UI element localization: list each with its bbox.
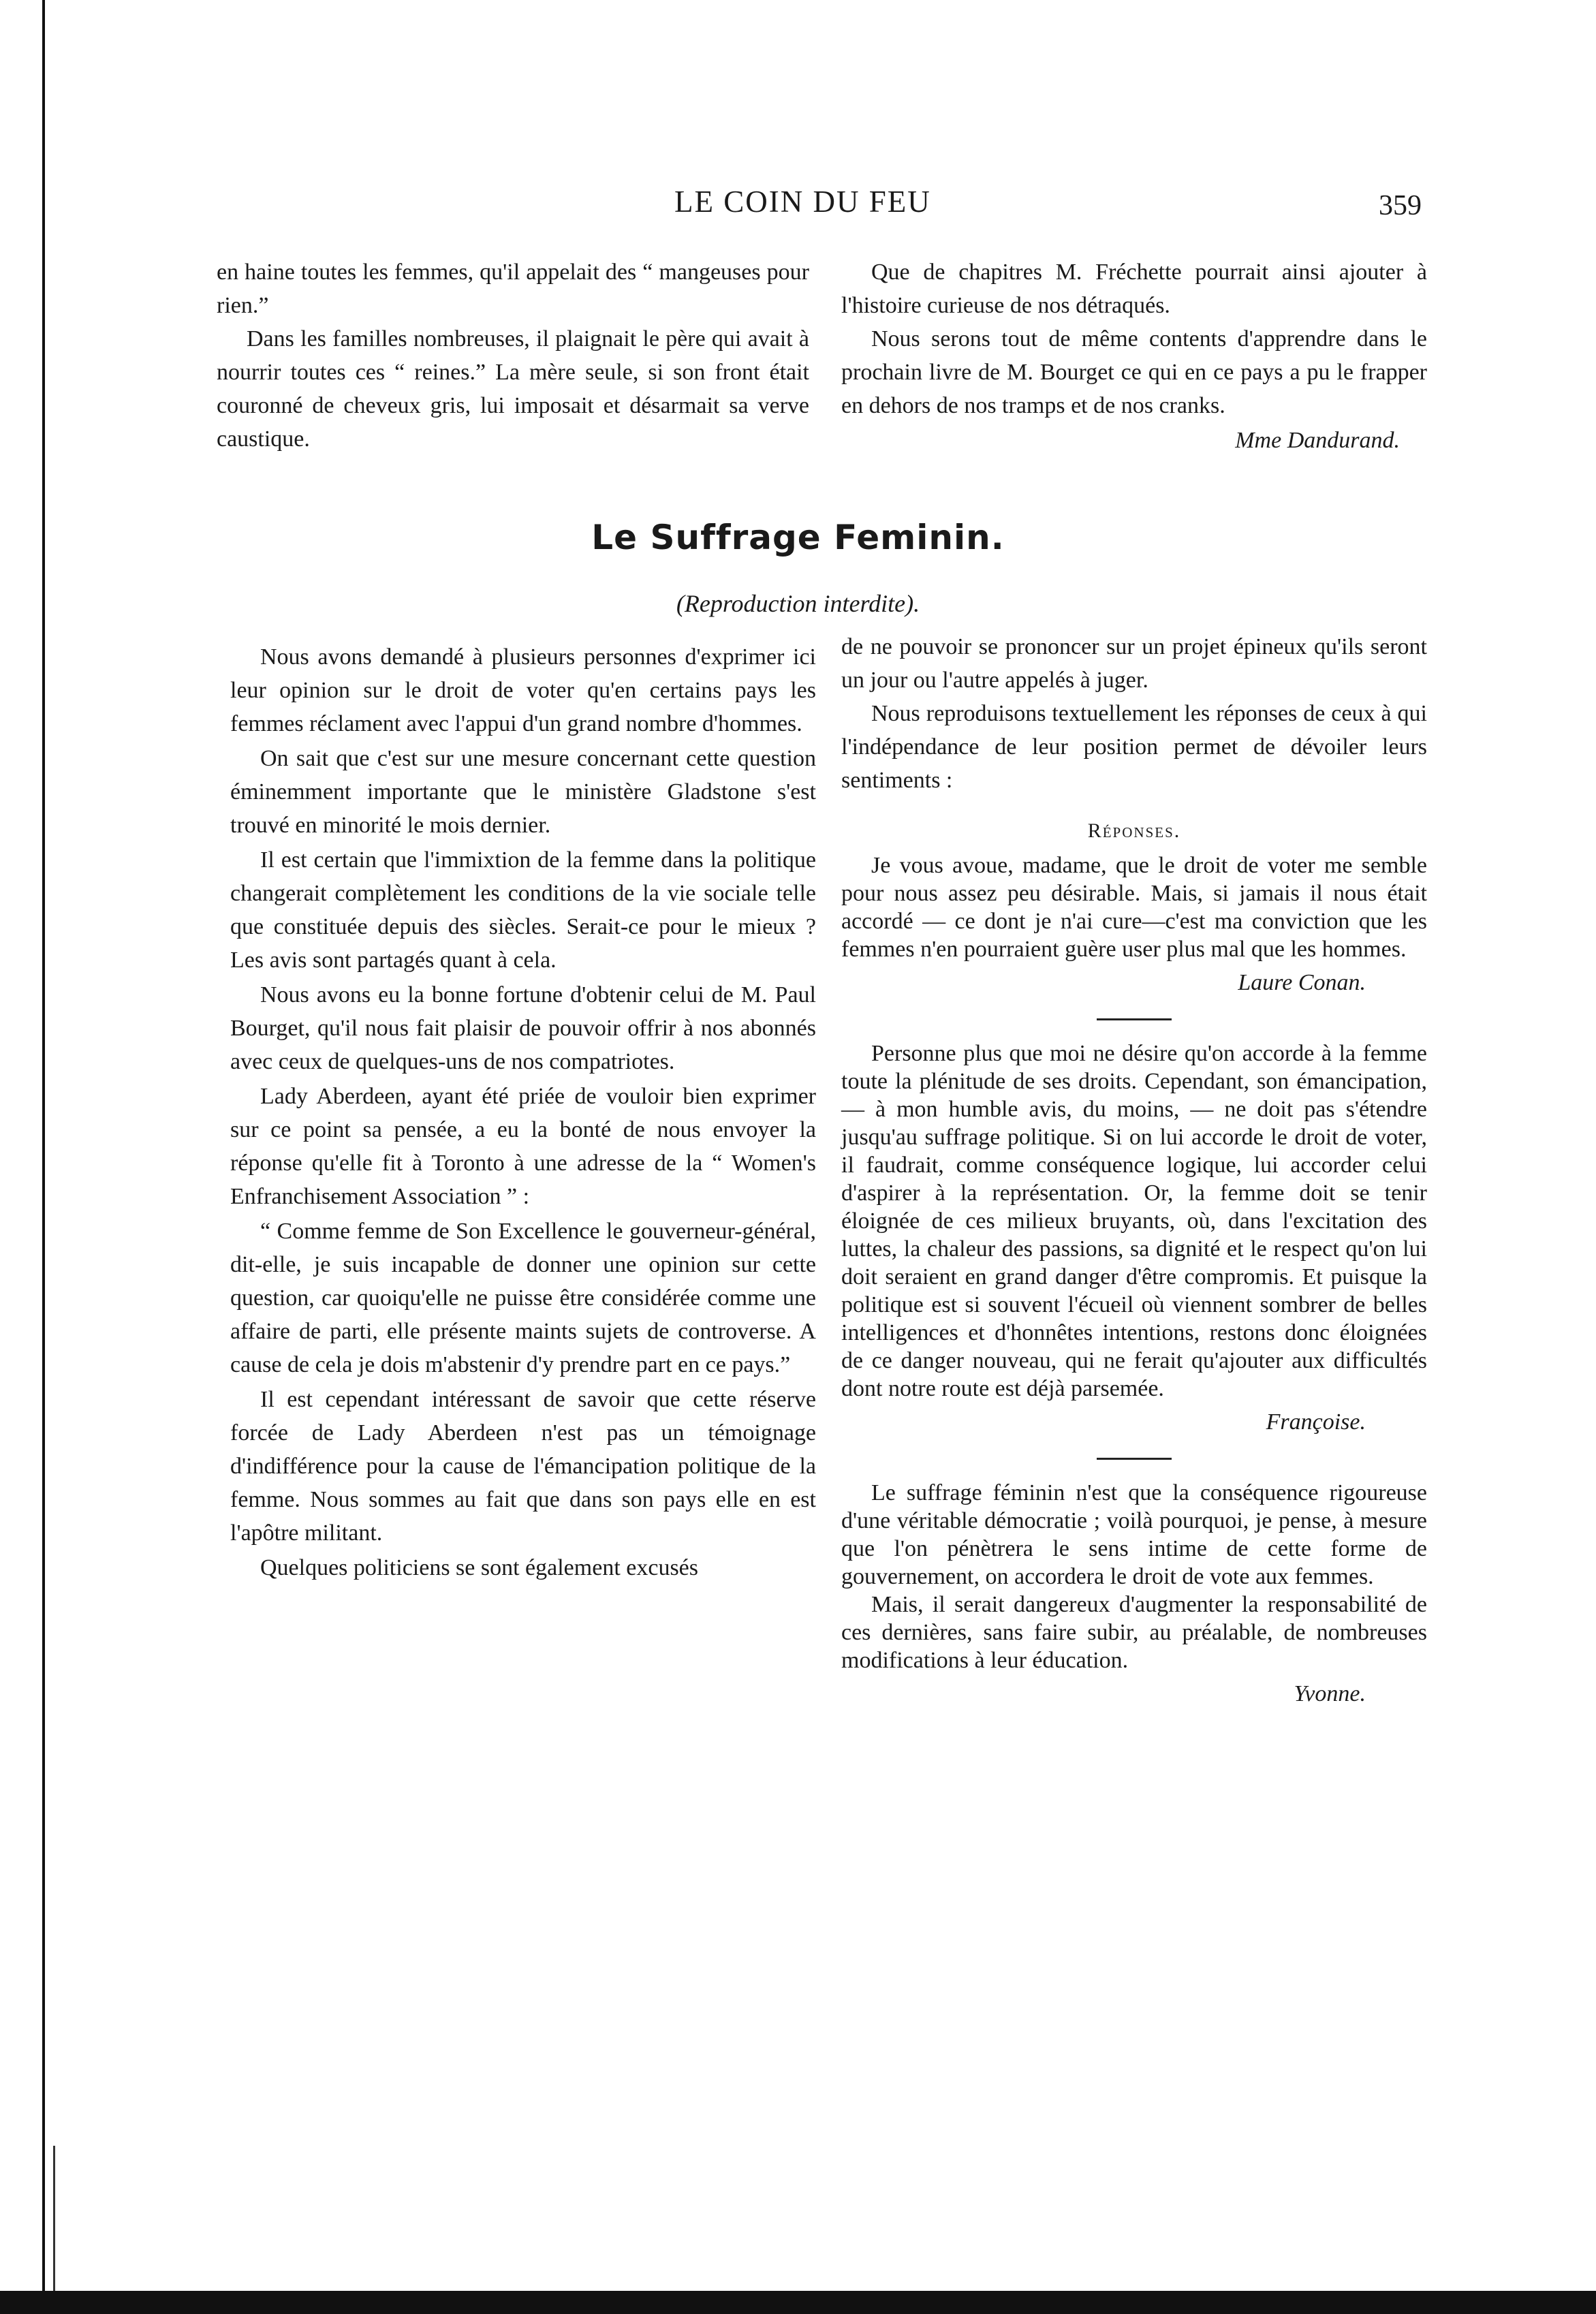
signature: Françoise. xyxy=(1266,1409,1366,1435)
paragraph: Lady Aberdeen, ayant été priée de vouloir bien exprimer sur ce point sa pensée, a eu la bonté de nous envoyer la réponse qu'elle fit à Toronto à une adresse de la “ Women's Enfranchisement Association ” : xyxy=(230,1084,816,1209)
article-subtitle-text: (Reproduction interdite). xyxy=(676,590,920,617)
running-head: LE COIN DU FEU xyxy=(674,185,931,219)
separator-rule xyxy=(1097,1018,1172,1020)
paragraph: Quelques politiciens se sont également excusés xyxy=(260,1555,698,1580)
paragraph: Nous avons demandé à plusieurs personnes d'exprimer ici leur opinion sur le droit de voter qu'en certains pays les femmes réclament avec l'appui d'un grand nombre d'hommes. xyxy=(230,644,816,736)
paragraph: Il est cependant intéressant de savoir que cette réserve forcée de Lady Aberdeen n'est pas un témoignage d'indifférence pour la cause de l'émancipation politique de la femme. Nous sommes au fait que dans son pays elle en est l'apôtre militant. xyxy=(230,1387,816,1546)
main-left-column xyxy=(230,640,816,1586)
reply-paragraph: Je vous avoue, madame, que le droit de voter me semble pour nous assez peu désirable. Mais, si jamais il nous était accordé — ce dont je n'ai cure—c'est ma conviction que les femmes n'en pourraient guère user plus mal que les hommes. xyxy=(841,853,1427,962)
paragraph: “ Comme femme de Son Excellence le gouverneur-général, dit-elle, je suis incapable de donner une opinion sur cette question, car quoiqu'elle ne puisse être considérée comme une affaire de parti, elle présente maints sujets de controverse. A cause de cela je dois m'abstenir d'y prendre part en ce pays.” xyxy=(230,1219,816,1377)
signature: Mme Dandurand. xyxy=(1235,428,1400,453)
paragraph: en haine toutes les femmes, qu'il appelait des “ mangeuses pour rien.” xyxy=(217,260,809,318)
page-number: 359 xyxy=(1379,190,1422,221)
reply-paragraph: Le suffrage féminin n'est que la conséquence rigoureuse d'une véritable démocratie ; voilà pourquoi, je pense, à mesure que l'on pénètrera le sens intime de cette forme de gouvernement, on accordera le droit de vote aux femmes. xyxy=(841,1480,1427,1589)
paragraph: Que de chapitres M. Fréchette pourrait ainsi ajouter à l'histoire curieuse de nos détraqués. xyxy=(841,260,1427,318)
paragraph: Nous serons tout de même contents d'apprendre dans le prochain livre de M. Bourget ce qui en ce pays a pu le frapper en dehors de nos tramps et de nos cranks. xyxy=(841,326,1427,418)
signature: Laure Conan. xyxy=(1238,970,1366,995)
main-right-column xyxy=(841,630,1427,1710)
paragraph: de ne pouvoir se prononcer sur un projet épineux qu'ils seront un jour ou l'autre appelés à juger. xyxy=(841,634,1427,693)
paragraph: Il est certain que l'immixtion de la femme dans la politique changerait complètement les conditions de la vie sociale telle que constituée depuis des siècles. Serait-ce pour le mieux ? Les avis sont partagés quant à cela. xyxy=(230,847,816,973)
reply-paragraph: Mais, il serait dangereux d'augmenter la responsabilité de ces dernières, sans faire subir, au préalable, de nombreuses modifications à leur éducation. xyxy=(841,1592,1427,1673)
top-left-column xyxy=(217,255,809,456)
paragraph: Nous reproduisons textuellement les réponses de ceux à qui l'indépendance de leur position permet de dévoiler leurs sentiments : xyxy=(841,701,1427,793)
page-binding-edge xyxy=(42,0,45,2296)
separator-rule xyxy=(1097,1458,1172,1460)
page-binding-edge-lower xyxy=(53,2146,55,2302)
article-subtitle xyxy=(0,589,1596,618)
article-title: Le Suffrage Feminin. xyxy=(591,518,1005,557)
signature: Yvonne. xyxy=(1294,1681,1366,1706)
reply-paragraph: Personne plus que moi ne désire qu'on accorde à la femme toute la plénitude de ses droits. Cependant, son émancipation, — à mon humble avis, du moins, — ne doit pas s'étendre jusqu'au suffrage politique. Si on lui accorde le droit de voter, il faudrait, comme conséquence logique, lui accorder celui d'aspirer à la représentation. Or, la femme doit se tenir éloignée de ces milieux bruyants, où, dans l'excitation des luttes, la chaleur des passions, sa dignité et le respect qu'on lui doit seraient en grand danger d'être compromis. Et puisque la politique est si souvent l'écueil où viennent sombrer de belles intelligences et d'honnêtes intentions, restons donc éloignées de ce danger nouveau, qui ne ferait qu'ajouter aux difficultés dont notre route est déjà parsemée. xyxy=(841,1041,1427,1401)
paragraph: Dans les familles nombreuses, il plaignait le père qui avait à nourrir toutes ces “ reines.” La mère seule, si son front était couronné de cheveux gris, lui imposait et désarmait sa verve caustique. xyxy=(217,326,809,452)
top-right-column xyxy=(841,255,1427,457)
replies-heading: Réponses. xyxy=(1087,819,1181,842)
paragraph: On sait que c'est sur une mesure concernant cette question éminemment importante que le ministère Gladstone s'est trouvé en minorité le mois dernier. xyxy=(230,746,816,838)
paragraph: Nous avons eu la bonne fortune d'obtenir celui de M. Paul Bourget, qu'il nous fait plaisir de pouvoir offrir à nos abonnés avec ceux de quelques-uns de nos compatriotes. xyxy=(230,982,816,1074)
scan-bottom-edge xyxy=(0,2291,1596,2314)
